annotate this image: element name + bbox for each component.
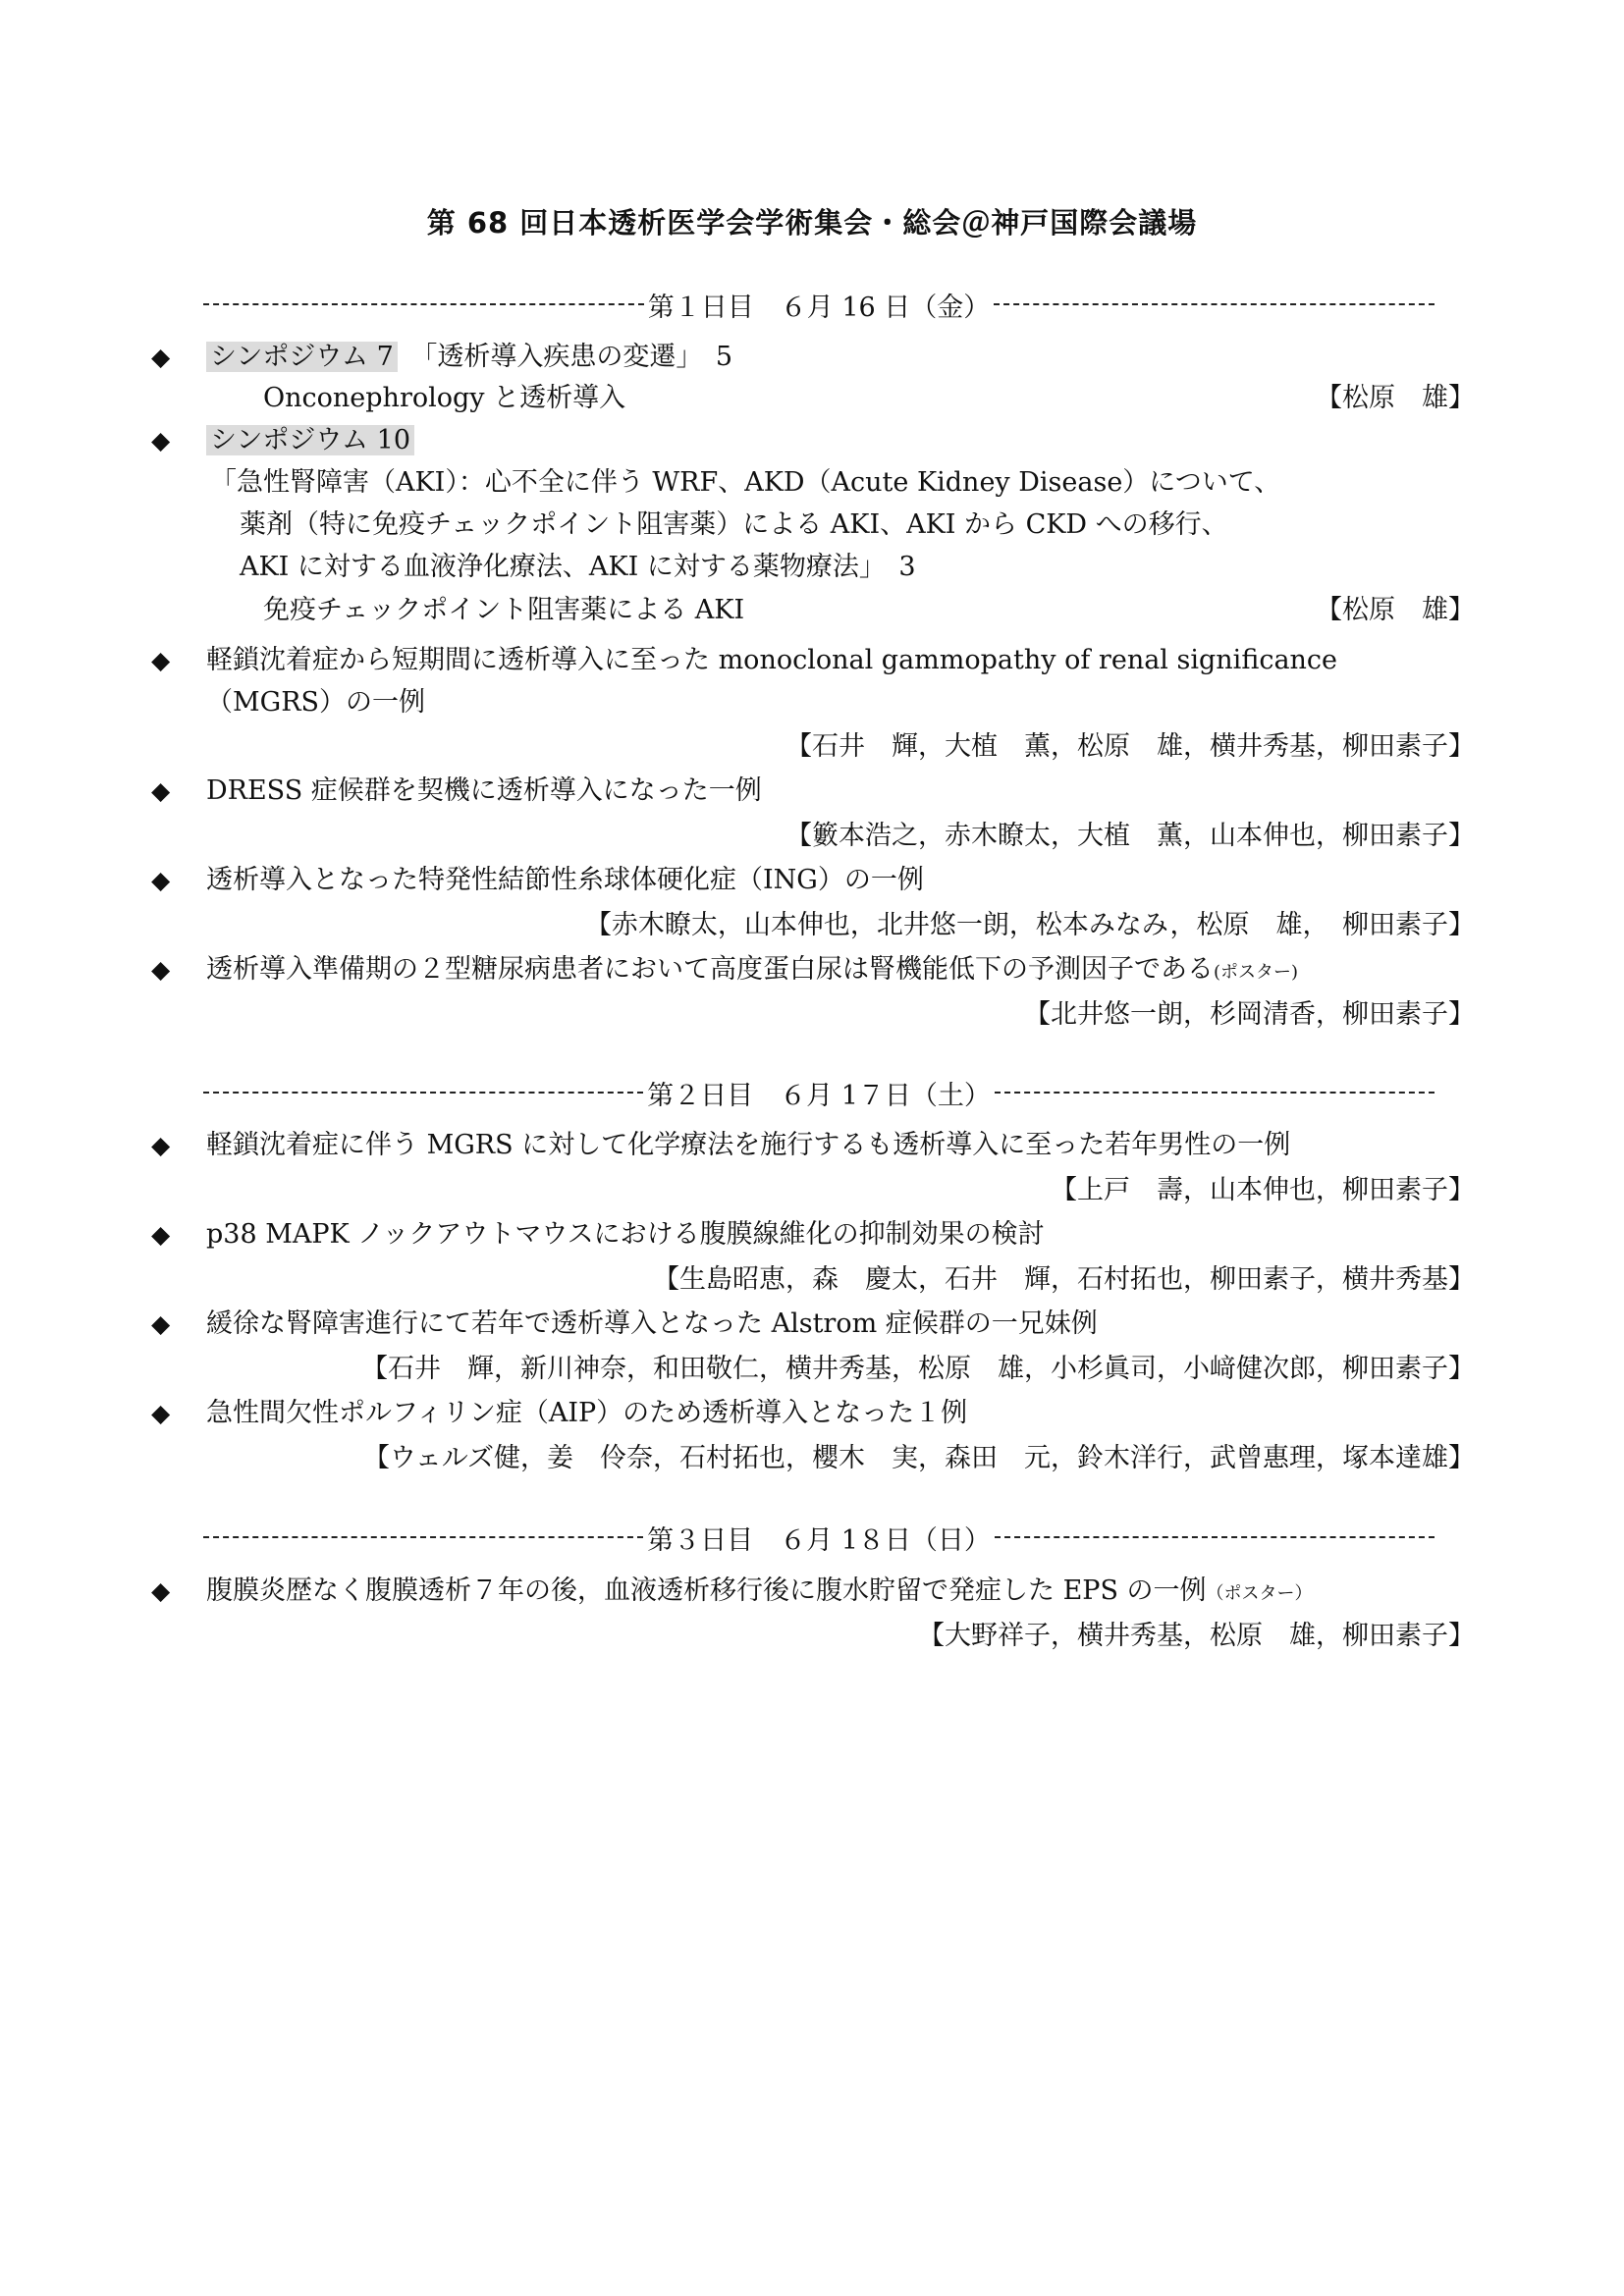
dashed-rule	[203, 303, 644, 305]
presentation-title-cont: （MGRS）の一例	[206, 687, 426, 718]
presentation-title: 急性間欠性ポルフィリン症（AIP）のため透析導入となった１例	[206, 1398, 968, 1428]
dashed-rule	[995, 1092, 1435, 1094]
bullet-icon: ◆	[151, 1576, 171, 1605]
dashed-rule	[203, 1536, 643, 1538]
day-1-header	[199, 287, 1438, 322]
dashed-rule	[994, 303, 1435, 305]
dashed-rule	[203, 1092, 643, 1094]
day-1-header-text: 第１日目 ６月 16 日（金）	[647, 292, 991, 323]
bullet-icon: ◆	[151, 426, 171, 454]
day-2-header	[199, 1075, 1438, 1110]
authors: 【松原 雄】	[1316, 595, 1475, 625]
day-3-header-text: 第３日目 ６月 1８日（日）	[647, 1524, 991, 1556]
symposium-topic-line-1: 「急性腎障害（AKI）：心不全に伴う WRF、AKD（Acute Kidney Disease）について、	[210, 467, 1281, 498]
presentation-title: 透析導入となった特発性結節性糸球体硬化症（ING）の一例	[206, 865, 924, 895]
authors: 【松原 雄】	[1316, 383, 1475, 413]
symposium-10-title	[206, 423, 414, 458]
symposium-label: シンポジウム 7	[206, 342, 398, 372]
symposium-topic-line-3: AKI に対する血液浄化療法、AKI に対する薬物療法」 3	[240, 552, 916, 582]
bullet-icon: ◆	[151, 646, 171, 674]
presentation-title	[206, 952, 1298, 988]
symposium-label: シンポジウム 10	[206, 425, 414, 455]
presentation-title-text: 腹膜炎歴なく腹膜透析７年の後，血液透析移行後に腹水貯留で発症した EPS の一例	[206, 1575, 1207, 1606]
poster-tag: （ポスター）	[1206, 1583, 1313, 1604]
authors: 【北井悠一朗，杉岡清香，柳田素子】	[1024, 999, 1475, 1030]
symposium-topic: 「透析導入疾患の変遷」 5	[397, 342, 733, 372]
bullet-icon: ◆	[151, 1220, 171, 1249]
authors: 【上戸 壽，山本伸也，柳田素子】	[1051, 1175, 1475, 1205]
day-2-header-text: 第２日目 ６月 1７日（土）	[647, 1080, 991, 1111]
presentation-title: 緩徐な腎障害進行にて若年で透析導入となった Alstrom 症候群の一兄妹例	[206, 1308, 1098, 1339]
presentation-title: 軽鎖沈着症に伴う MGRS に対して化学療法を施行するも透析導入に至った若年男性の一例	[206, 1130, 1291, 1160]
presentation-title: 免疫チェックポイント阻害薬による AKI	[263, 595, 745, 625]
page-title: 第 68 回日本透析医学会学術集会・総会＠神戸国際会議場	[426, 206, 1198, 240]
presentation-title: DRESS 症候群を契機に透析導入になった一例	[206, 775, 762, 806]
authors: 【生島昭恵，森 慶太，石井 輝，石村拓也，柳田素子，横井秀基】	[653, 1264, 1475, 1295]
presentation-title	[206, 1574, 1313, 1609]
presentation-title-text: 透析導入準備期の２型糖尿病患者において高度蛋白尿は腎機能低下の予測因子である	[206, 954, 1214, 985]
presentation-title: Onconephrology と透析導入	[263, 383, 626, 413]
bullet-icon: ◆	[151, 1399, 171, 1427]
presentation-title: p38 MAPK ノックアウトマウスにおける腹膜線維化の抑制効果の検討	[206, 1219, 1045, 1250]
authors: 【籔本浩之，赤木瞭太，大植 薫，山本伸也，柳田素子】	[785, 821, 1475, 851]
authors: 【石井 輝，新川神奈，和田敬仁，横井秀基，松原 雄，小杉眞司，小﨑健次郎，柳田素子】	[361, 1354, 1475, 1384]
bullet-icon: ◆	[151, 1131, 171, 1159]
poster-tag: (ポスター)	[1214, 962, 1299, 983]
day-3-header	[199, 1520, 1438, 1555]
bullet-icon: ◆	[151, 955, 171, 984]
authors: 【石井 輝，大植 薫，松原 雄，横井秀基，柳田素子】	[785, 731, 1475, 762]
dashed-rule	[995, 1536, 1435, 1538]
authors: 【赤木瞭太，山本伸也，北井悠一朗，松本みなみ，松原 雄， 柳田素子】	[584, 910, 1475, 940]
symposium-7-title	[206, 340, 732, 375]
symposium-topic-line-2: 薬剤（特に免疫チェックポイント阻害薬）による AKI、AKI から CKD への移行、	[240, 509, 1228, 540]
authors: 【ウェルズ健，姜 伶奈，石村拓也，櫻木 実，森田 元，鈴木洋行，武曾惠理，塚本達雄】	[362, 1443, 1475, 1473]
bullet-icon: ◆	[151, 1309, 171, 1338]
authors: 【大野祥子，横井秀基，松原 雄，柳田素子】	[918, 1621, 1475, 1651]
bullet-icon: ◆	[151, 866, 171, 894]
bullet-icon: ◆	[151, 343, 171, 371]
presentation-title: 軽鎖沈着症から短期間に透析導入に至った monoclonal gammopathy of renal significance	[206, 645, 1338, 675]
bullet-icon: ◆	[151, 776, 171, 805]
